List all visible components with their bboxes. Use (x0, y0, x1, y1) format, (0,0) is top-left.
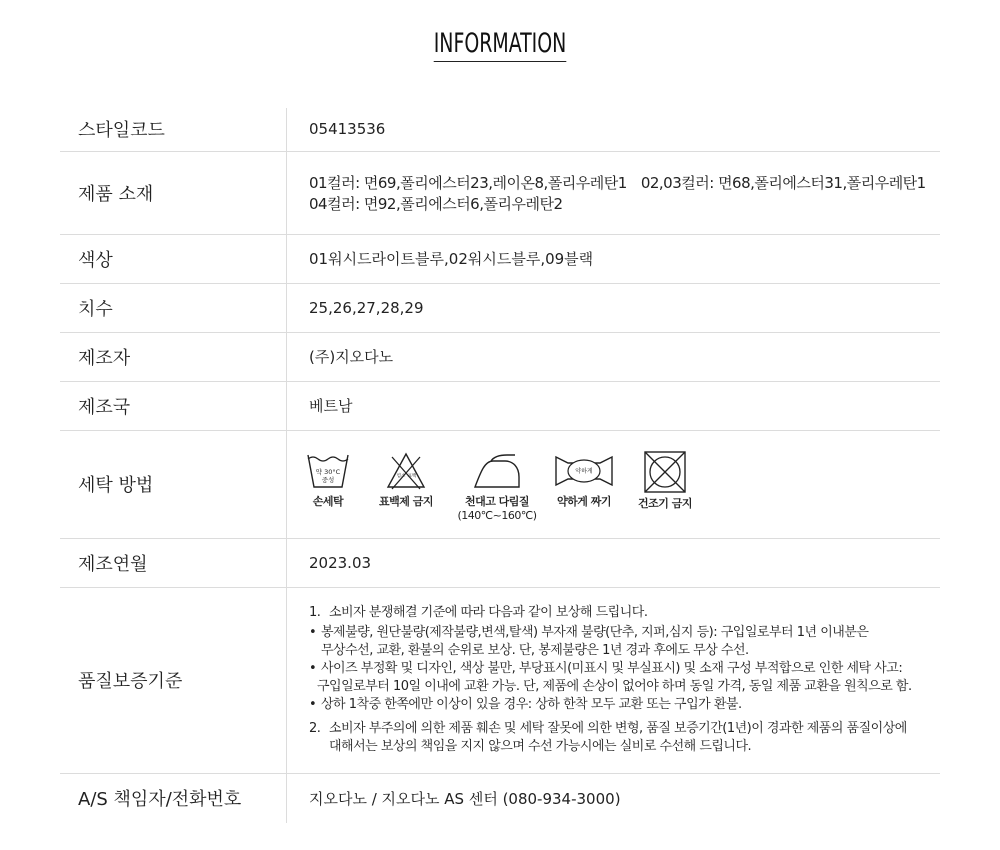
value-material (287, 151, 941, 234)
value-maker: (주)지오다노 (287, 332, 941, 381)
label-as: A/S 책임자/전화번호 (60, 773, 287, 823)
no-bleach-bleach: 표백 (407, 474, 417, 480)
guarantee-item-1-text: 소비자 분쟁해결 기준에 따라 다음과 같이 보상해 드립니다. (329, 605, 648, 620)
value-as: 지오다노 / 지오다노 AS 센터 (080-934-3000) (287, 773, 941, 823)
hand-wash-label: 손세탁 (312, 495, 344, 509)
page-title: INFORMATION (434, 28, 567, 62)
care-no-dryer (629, 451, 701, 511)
value-color: 01워시드라이트블루,02워시드블루,09블랙 (287, 234, 941, 283)
row-made-date (60, 538, 940, 587)
label-material: 제품 소재 (60, 151, 287, 234)
label-guarantee: 품질보증기준 (60, 587, 287, 773)
hand-wash-icon (306, 451, 350, 491)
no-bleach-label: 표백제 금지 (379, 495, 433, 509)
label-size: 치수 (60, 283, 287, 332)
care-wring (545, 451, 623, 509)
guarantee-bullet: • 사이즈 부정확 및 디자인, 색상 불만, 부당표시(미표시 및 부실표시) 및 소재 구성 부적합으로 인한 세탁 사고: 구입일로부터 10일 이내에 교환 가능. 단, 제품에 손상이 없어야 하며 동일 가격, 동일 제품 교환을 원칙으로 함. (309, 660, 940, 696)
guarantee-bullet: • 봉제불량, 원단불량(제작불량,변색,탈색) 부자재 불량(단추, 지퍼,심지 등): 구입일로부터 1년 이내분은 무상수선, 교환, 환불의 순위로 보상. 단, 봉제불량은 1년 경과 후에도 무상 수선. (309, 624, 940, 660)
value-washing (287, 430, 941, 538)
label-color: 색상 (60, 234, 287, 283)
row-country (60, 381, 940, 430)
label-maker: 제조자 (60, 332, 287, 381)
label-style-code: 스타일코드 (60, 108, 287, 151)
row-material (60, 151, 940, 234)
product-info-table (60, 108, 940, 823)
care-icons (309, 445, 940, 523)
label-country: 제조국 (60, 381, 287, 430)
care-iron (457, 451, 537, 523)
no-bleach-icon (386, 451, 426, 491)
guarantee-item-1: 1. 소비자 분쟁해결 기준에 따라 다음과 같이 보상해 드립니다. (309, 605, 648, 620)
wring-inner-text: 약하게 (575, 468, 593, 476)
row-as (60, 773, 940, 823)
material-line-01: 01컬러: 면69,폴리에스터23,레이온8,폴리우레탄1 (309, 173, 627, 192)
row-color (60, 234, 940, 283)
care-no-bleach (367, 451, 445, 509)
row-size (60, 283, 940, 332)
material-line-04: 04컬러: 면92,폴리에스터6,폴리우레탄2 (309, 194, 563, 213)
row-maker (60, 332, 940, 381)
row-washing (60, 430, 940, 538)
iron-label: 천대고 다림질 (464, 495, 530, 509)
material-line-02-03: 02,03컬러: 면68,폴리에스터31,폴리우레탄1 (640, 173, 926, 192)
guarantee-bullet: • 상하 1착중 한쪽에만 이상이 있을 경우: 상하 한착 모두 교환 또는 구입가 환불. (309, 696, 940, 714)
value-size: 25,26,27,28,29 (287, 283, 941, 332)
wring-gently-icon (554, 451, 614, 491)
care-hand-wash (295, 451, 361, 509)
iron-temp-range: (140℃~160℃) (457, 509, 537, 522)
hand-wash-neutral: 중성 (321, 476, 335, 485)
iron-icon (471, 451, 523, 491)
guarantee-item-2: 2. 소비자 부주의에 의한 제품 훼손 및 세탁 잘못에 의한 변형, 품질 보증기간(1년)이 경과한 제품의 품질이상에 대해서는 보상의 책임을 지지 않으며 수선 가능시에는 실비로 수선해 드립니다. (309, 721, 907, 754)
value-made-date: 2023.03 (287, 538, 941, 587)
wring-label: 약하게 짜기 (557, 495, 611, 509)
no-bleach-chlorine: 염소 (396, 474, 406, 480)
value-style-code: 05413536 (309, 120, 386, 139)
row-guarantee (60, 587, 940, 773)
row-style-code (60, 108, 940, 151)
no-tumble-dry-icon (643, 451, 687, 493)
label-made-date: 제조연월 (60, 538, 287, 587)
label-washing: 세탁 방법 (60, 430, 287, 538)
value-guarantee (287, 587, 941, 773)
hand-wash-temp: 약 30°C (315, 468, 341, 477)
value-country: 베트남 (287, 381, 941, 430)
no-dryer-label: 건조기 금지 (638, 497, 692, 511)
guarantee-bullets (309, 624, 940, 714)
